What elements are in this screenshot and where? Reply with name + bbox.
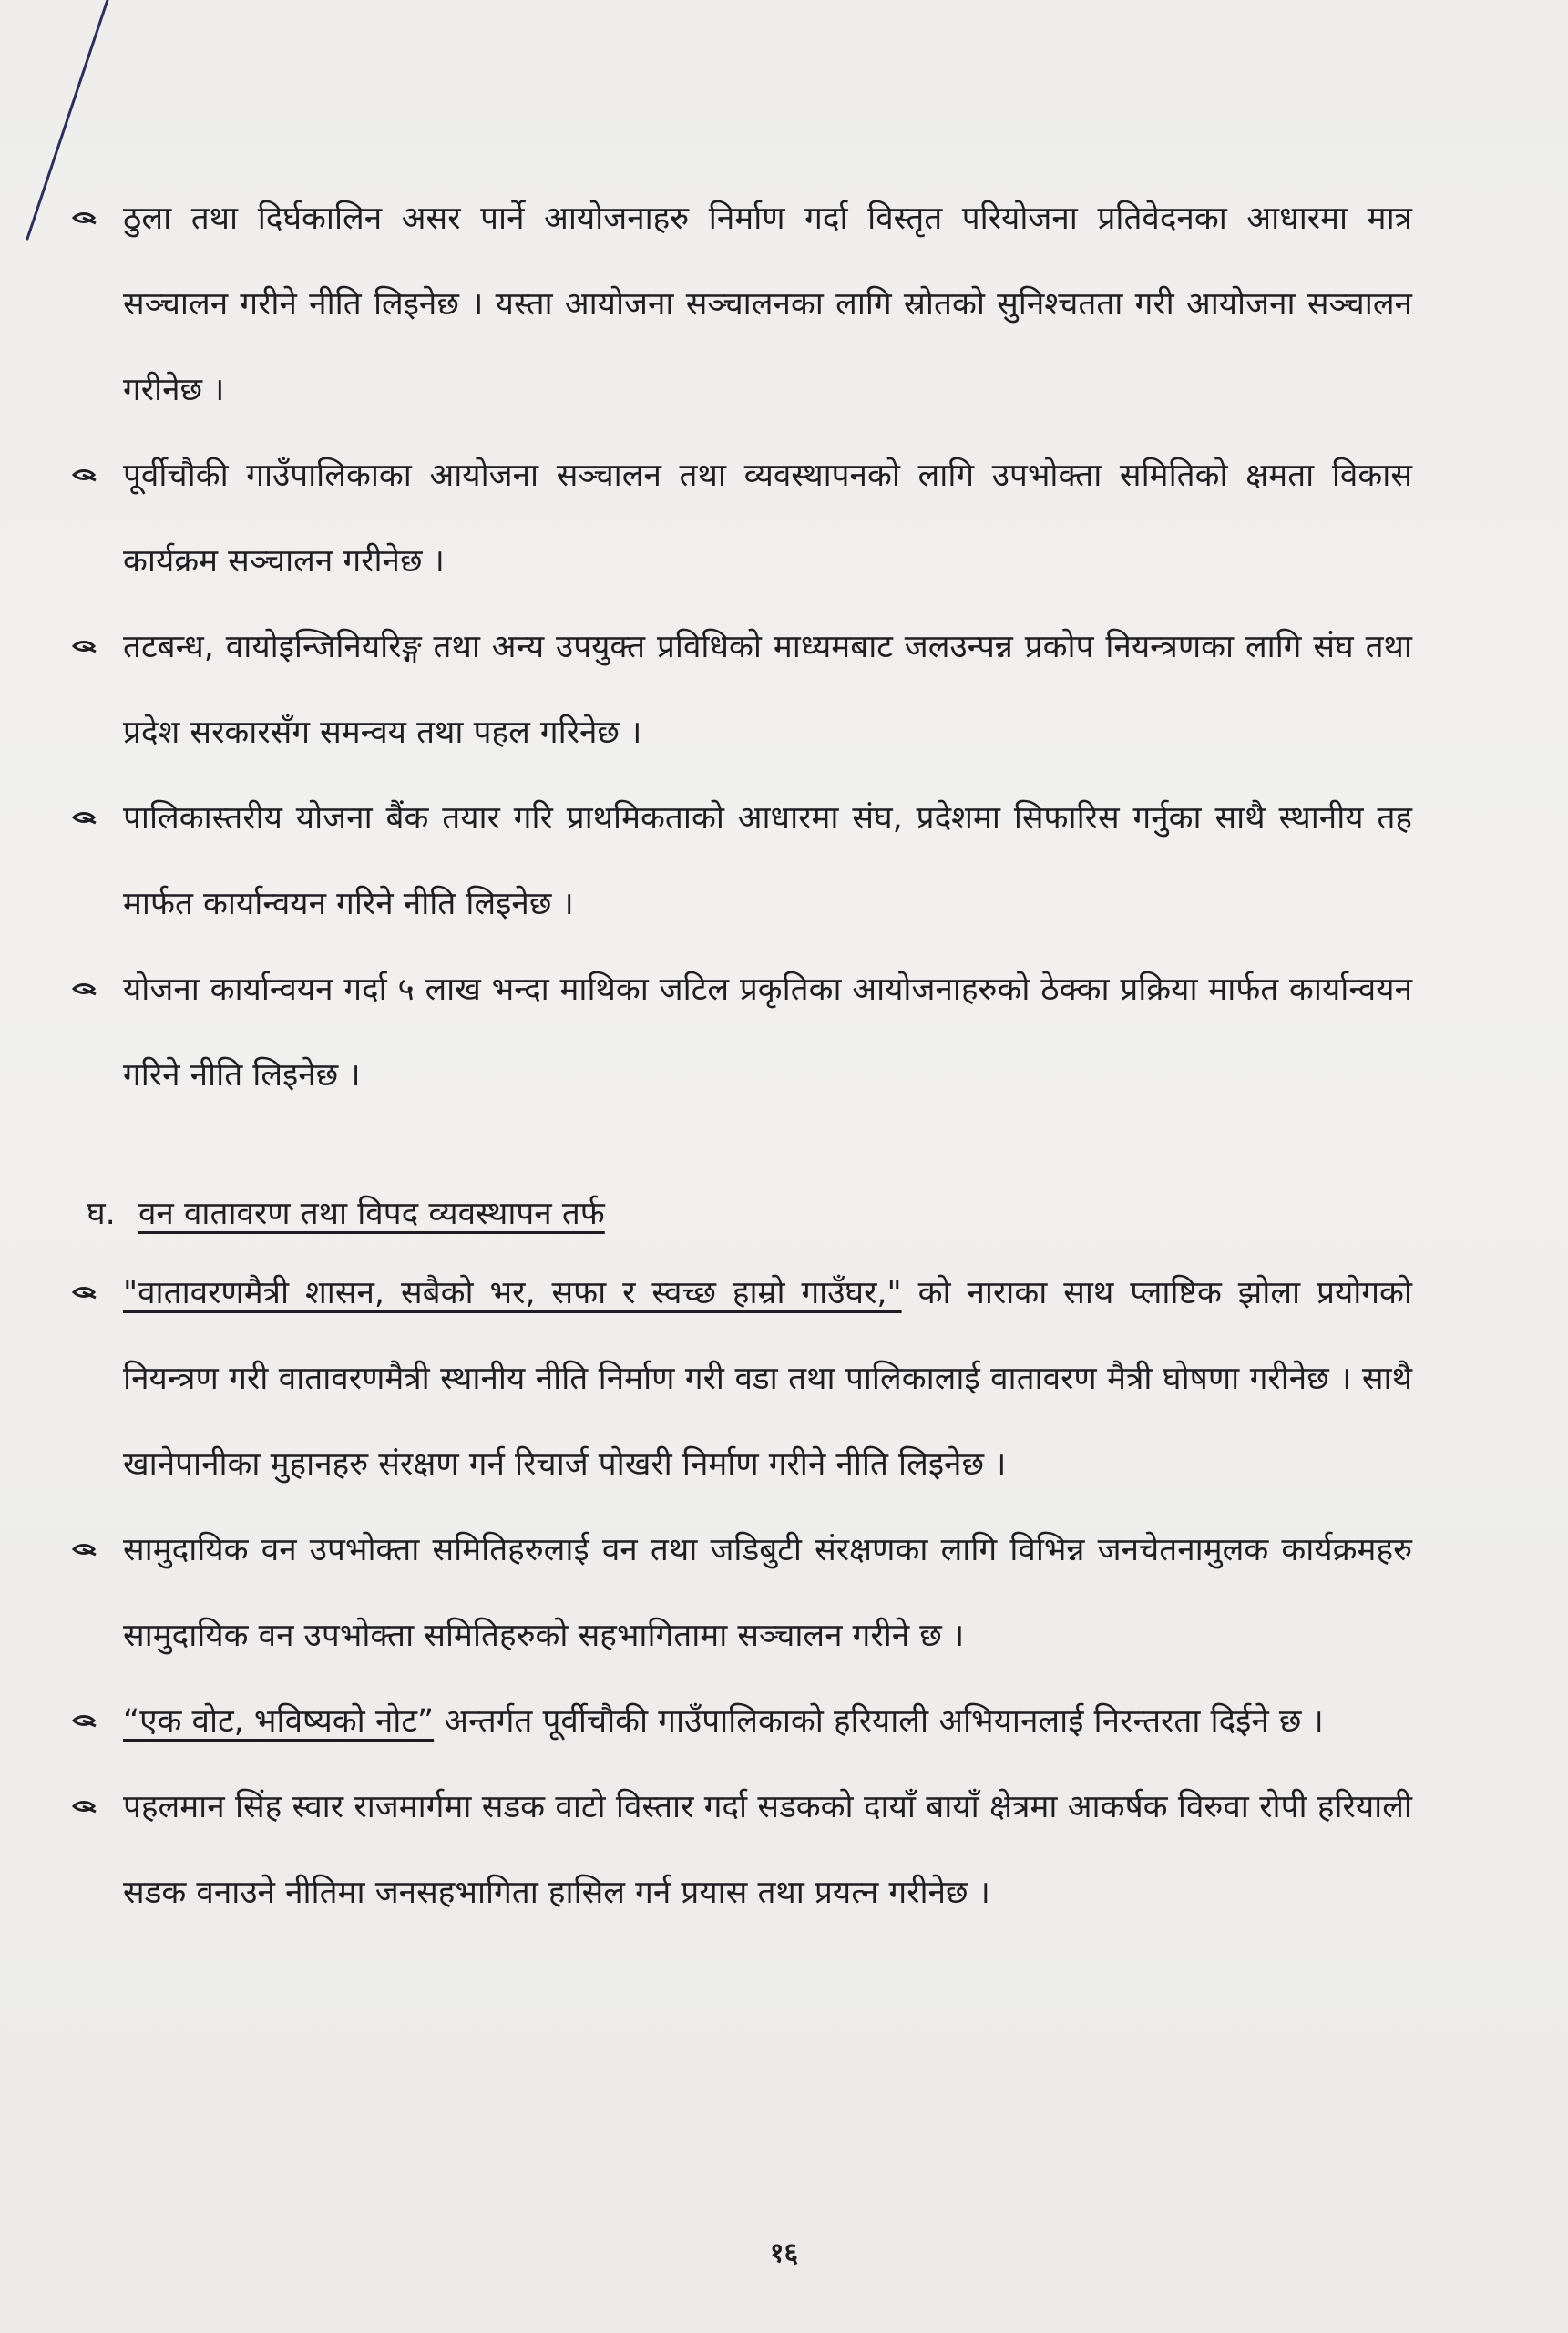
leaf-bullet-icon [68, 433, 105, 519]
list-item [68, 433, 1412, 604]
list-item-text: पहलमान सिंह स्वार राजमार्गमा सडक वाटो विस्तार गर्दा सडकको दायाँ बायाँ क्षेत्रमा आकर्षक विरुवा रोपी हरियाली सडक वनाउने नीतिमा जनसहभागिता हासिल गर्न प्रयास तथा प्रयत्न गरीनेछ । [123, 1789, 1412, 1911]
list-item-text: को नाराका साथ प्लाष्टिक झोला प्रयोगको नियन्त्रण गरी वातावरणमैत्री स्थानीय नीति निर्माण गरी वडा तथा पालिकालाई वातावरण मैत्री घोषणा गरीनेछ । साथै खानेपानीका मुहानहरु संरक्षण गर्न रिचार्ज पोखरी निर्माण गरीने नीति लिइनेछ । [123, 1275, 1412, 1483]
leaf-bullet-icon [68, 604, 105, 690]
bullet-list-environment [68, 1250, 1412, 1936]
list-item-text: पूर्वीचौकी गाउँपालिकाका आयोजना सञ्चालन तथा व्यवस्थापनको लागि उपभोक्ता समितिको क्षमता विकास कार्यक्रम सञ्चालन गरीनेछ । [123, 457, 1412, 580]
leaf-bullet-icon [68, 776, 105, 861]
section-title: वन वातावरण तथा विपद व्यवस्थापन तर्फ [138, 1196, 605, 1232]
list-item [68, 1250, 1412, 1507]
leaf-bullet-icon [68, 1679, 105, 1764]
list-item-text: सामुदायिक वन उपभोक्ता समितिहरुलाई वन तथा जडिबुटी संरक्षणका लागि विभिन्न जनचेतनामुलक कार्यक्रमहरु सामुदायिक वन उपभोक्ता समितिहरुको सहभागितामा सञ्चालन गरीने छ । [123, 1532, 1412, 1654]
section-heading [87, 1187, 605, 1241]
list-item [68, 1679, 1412, 1764]
list-item [68, 1507, 1412, 1679]
bullet-list-projects [68, 176, 1412, 1118]
list-item [68, 176, 1412, 433]
list-item-text: ठुला तथा दिर्घकालिन असर पार्ने आयोजनाहरु निर्माण गर्दा विस्तृत परियोजना प्रतिवेदनका आधारमा मात्र सञ्चालन गरीने नीति लिइनेछ । यस्ता आयोजना सञ्चालनका लागि स्रोतको सुनिश्चतता गरी आयोजना सञ्चालन गरीनेछ । [123, 200, 1412, 408]
leaf-bullet-icon [68, 176, 105, 262]
leaf-bullet-icon [68, 1507, 105, 1593]
leaf-bullet-icon [68, 947, 105, 1033]
slogan-text: “एक वोट, भविष्यको नोट” [123, 1703, 435, 1740]
leaf-bullet-icon [68, 1764, 105, 1850]
list-item-text: पालिकास्तरीय योजना बैंक तयार गरि प्राथमिकताको आधारमा संघ, प्रदेशमा सिफारिस गर्नुका साथै स्थानीय तह मार्फत कार्यान्वयन गरिने नीति लिइनेछ । [123, 800, 1412, 922]
leaf-bullet-icon [68, 1250, 105, 1336]
list-item [68, 947, 1412, 1118]
list-item-text: योजना कार्यान्वयन गर्दा ५ लाख भन्दा माथिका जटिल प्रकृतिका आयोजनाहरुको ठेक्का प्रक्रिया मार्फत कार्यान्वयन गरिने नीति लिइनेछ । [123, 971, 1412, 1094]
list-item [68, 1764, 1412, 1936]
slogan-text: "वातावरणमैत्री शासन, सबैको भर, सफा र स्वच्छ हाम्रो गाउँघर," [123, 1275, 902, 1311]
list-item [68, 604, 1412, 776]
list-item [68, 776, 1412, 947]
page-number: १६ [769, 2237, 799, 2269]
list-item-text: अन्तर्गत पूर्वीचौकी गाउँपालिकाको हरियाली अभियानलाई निरन्तरता दिईने छ । [434, 1703, 1324, 1740]
section-number: घ. [87, 1196, 116, 1232]
list-item-text: तटबन्ध, वायोइन्जिनियरिङ्ग तथा अन्य उपयुक्त प्रविधिको माध्यमबाट जलउन्पन्न प्रकोप नियन्त्रणका लागि संघ तथा प्रदेश सरकारसँग समन्वय तथा पहल गरिनेछ । [123, 629, 1412, 751]
